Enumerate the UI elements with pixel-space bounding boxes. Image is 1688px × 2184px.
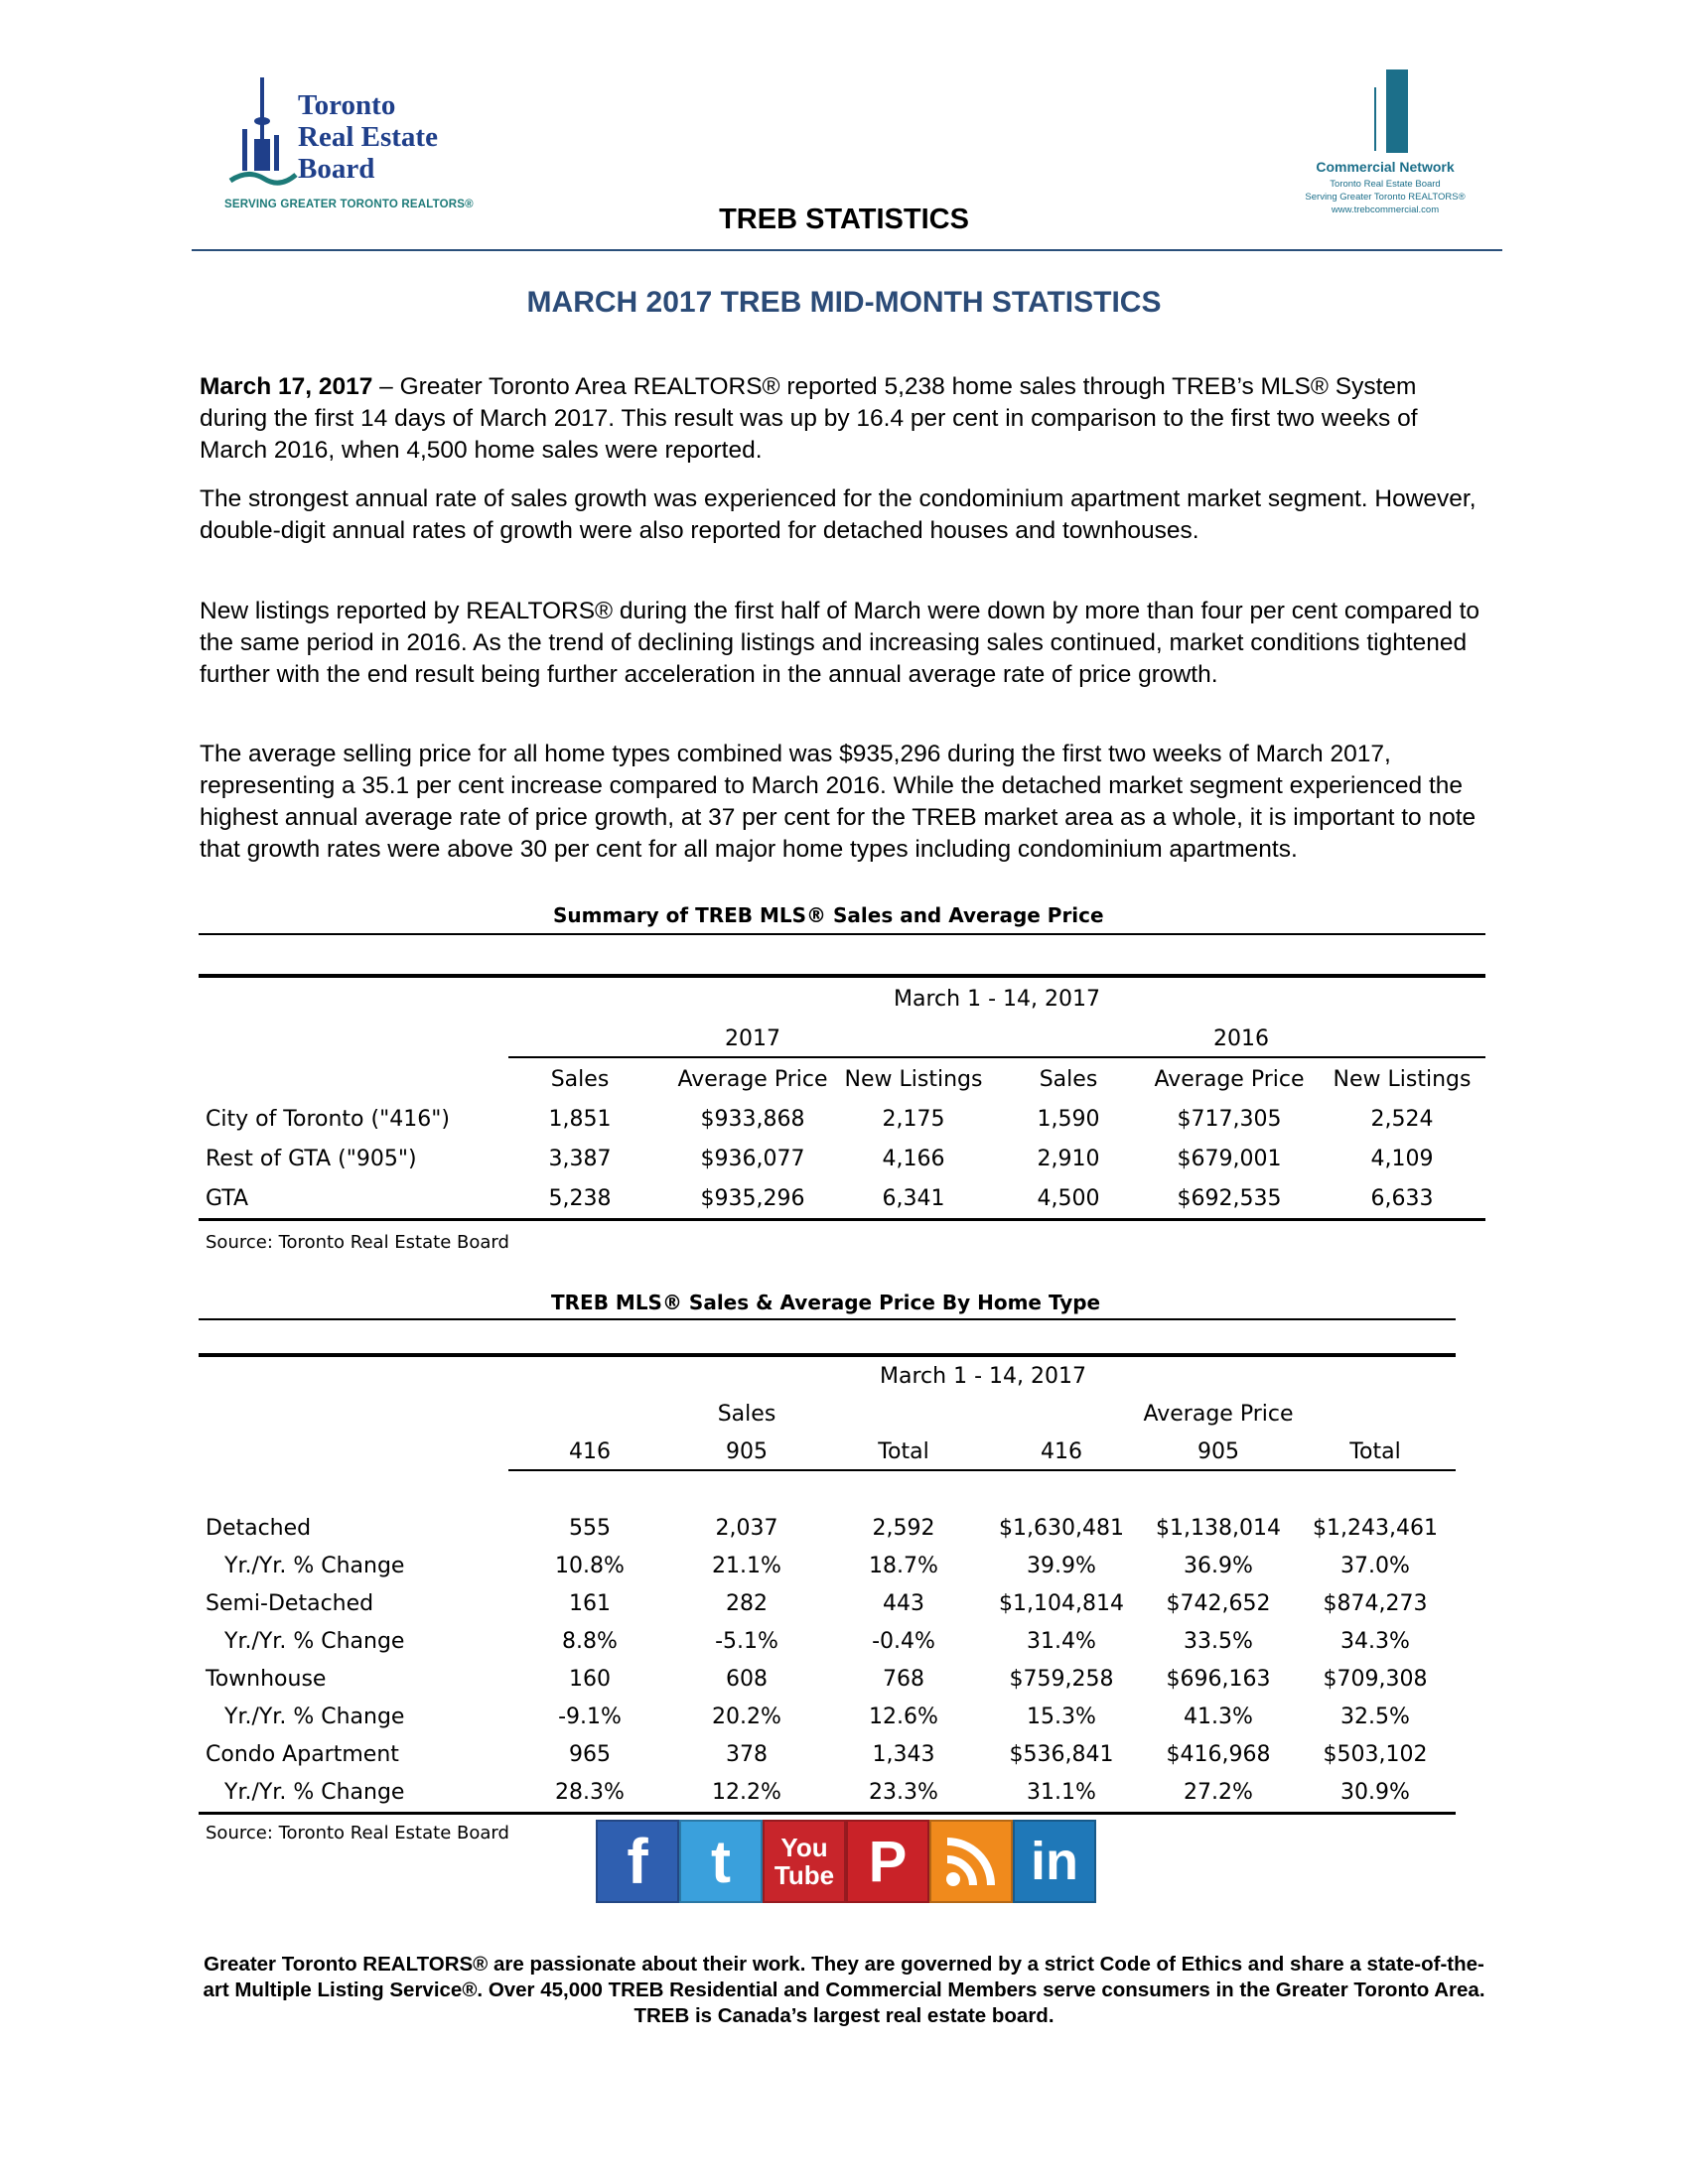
hometype-cell: 768: [883, 1667, 924, 1692]
treb-logo-line3: Board: [298, 153, 375, 185]
paragraph-1-text: – Greater Toronto Area REALTORS® reported 5,238 home sales through TREB’s MLS® System during the first 14 days of March 2017. This result was up by 16.4 per cent in comparison to the first two weeks of March 2016, when 4,500 home sales were reported.: [200, 373, 1418, 464]
hometype-cell: $1,104,814: [999, 1591, 1124, 1616]
summary-cell: 5,238: [548, 1186, 612, 1211]
hometype-cell: -9.1%: [558, 1705, 622, 1729]
hometype-cell: 39.9%: [1027, 1554, 1096, 1578]
hometype-cell: $759,258: [1009, 1667, 1114, 1692]
summary-cell: $717,305: [1177, 1107, 1282, 1132]
hometype-cell: 34.3%: [1340, 1629, 1410, 1654]
hometype-cell: $536,841: [1009, 1742, 1114, 1767]
hometype-cell: $416,968: [1166, 1742, 1271, 1767]
summary-col-header: New Listings: [844, 1067, 983, 1092]
hometype-cell: 20.2%: [712, 1705, 781, 1729]
summary-row-label: City of Toronto ("416"): [206, 1107, 450, 1132]
hometype-cell: 36.9%: [1184, 1554, 1253, 1578]
hometype-cell: $1,243,461: [1313, 1516, 1438, 1541]
summary-period: March 1 - 14, 2017: [894, 987, 1100, 1012]
pinterest-icon[interactable]: P: [846, 1820, 929, 1903]
rss-icon[interactable]: [929, 1820, 1013, 1903]
hometype-cell: $696,163: [1166, 1667, 1271, 1692]
summary-cell: 1,851: [548, 1107, 612, 1132]
treb-logo-name: [298, 89, 438, 185]
summary-cell: 2,910: [1037, 1147, 1100, 1171]
twitter-icon[interactable]: t: [679, 1820, 763, 1903]
hometype-cell: $1,630,481: [999, 1516, 1124, 1541]
cn-logo-line2: Serving Greater Toronto REALTORS®: [1305, 192, 1466, 203]
summary-cell: 4,500: [1037, 1186, 1100, 1211]
hometype-cell: 28.3%: [555, 1780, 625, 1805]
summary-table-caption: Summary of TREB MLS® Sales and Average Price: [553, 903, 1104, 927]
summary-year-2017: 2017: [725, 1026, 780, 1051]
hometype-group-sales: Sales: [717, 1402, 776, 1427]
summary-table-rule-top: [199, 933, 1485, 935]
hometype-cell: 33.5%: [1184, 1629, 1253, 1654]
hometype-cell: 12.2%: [712, 1780, 781, 1805]
summary-col-header: Average Price: [677, 1067, 828, 1092]
hometype-cell: 27.2%: [1184, 1780, 1253, 1805]
hometype-cell: 282: [726, 1591, 768, 1616]
hometype-table-rule-header: [199, 1353, 1456, 1357]
hometype-cell: 31.4%: [1027, 1629, 1096, 1654]
hometype-cell: 160: [569, 1667, 611, 1692]
facebook-icon[interactable]: f: [596, 1820, 679, 1903]
summary-cell: 6,341: [882, 1186, 945, 1211]
hometype-cell: 1,343: [872, 1742, 935, 1767]
summary-cell: $692,535: [1177, 1186, 1282, 1211]
hometype-row-label: Yr./Yr. % Change: [224, 1554, 405, 1578]
hometype-table-rule-top: [199, 1318, 1456, 1320]
summary-row-label: GTA: [206, 1186, 249, 1211]
hometype-cell: 30.9%: [1340, 1780, 1410, 1805]
summary-col-header: Sales: [1039, 1067, 1098, 1092]
summary-cell: 4,109: [1370, 1147, 1434, 1171]
hometype-col-header: Total: [878, 1439, 929, 1464]
hometype-row-label: Townhouse: [206, 1667, 327, 1692]
hometype-row-label: Yr./Yr. % Change: [224, 1780, 405, 1805]
hometype-cell: 8.8%: [562, 1629, 618, 1654]
hometype-cell: 18.7%: [869, 1554, 938, 1578]
hometype-cell: 41.3%: [1184, 1705, 1253, 1729]
hometype-cell: 37.0%: [1340, 1554, 1410, 1578]
cn-logo-line1: Toronto Real Estate Board: [1330, 179, 1441, 190]
hometype-col-header: 905: [1197, 1439, 1239, 1464]
summary-table-rule-header: [199, 974, 1485, 978]
summary-col-header: Sales: [550, 1067, 610, 1092]
cn-tower-icon: [228, 77, 298, 187]
summary-col-header: New Listings: [1333, 1067, 1472, 1092]
summary-cell: 1,590: [1037, 1107, 1100, 1132]
paragraph-4: The average selling price for all home types combined was $935,296 during the first two weeks of March 2017, representing a 35.1 per cent increase compared to March 2016. While the detached market segment experienced the highest annual average rate of price growth, at 37 per cent for the TREB market area as a whole, it is important to note that growth rates were above 30 per cent for all major home types including condominium apartments.: [200, 741, 1477, 863]
hometype-cell: 31.1%: [1027, 1780, 1096, 1805]
summary-row-label: Rest of GTA ("905"): [206, 1147, 417, 1171]
summary-col-header: Average Price: [1154, 1067, 1305, 1092]
hometype-cell: -5.1%: [715, 1629, 778, 1654]
cn-logo-url: www.trebcommercial.com: [1331, 205, 1440, 215]
hometype-cell: -0.4%: [872, 1629, 935, 1654]
summary-cell: $679,001: [1177, 1147, 1282, 1171]
hometype-cell: 2,037: [715, 1516, 778, 1541]
hometype-row-label: Yr./Yr. % Change: [224, 1629, 405, 1654]
summary-cell: 6,633: [1370, 1186, 1434, 1211]
hometype-cell: 161: [569, 1591, 611, 1616]
summary-table-rule-bottom: [199, 1218, 1485, 1221]
hometype-table-rule-bottom: [199, 1812, 1456, 1815]
hometype-cell: $503,102: [1323, 1742, 1428, 1767]
summary-table-source: Source: Toronto Real Estate Board: [206, 1232, 509, 1253]
hometype-col-header: 416: [1041, 1439, 1082, 1464]
hometype-cell: 12.6%: [869, 1705, 938, 1729]
hometype-group-avg-price: Average Price: [1143, 1402, 1294, 1427]
hometype-cell: 21.1%: [712, 1554, 781, 1578]
hometype-cell: 15.3%: [1027, 1705, 1096, 1729]
building-icon: [1368, 69, 1418, 153]
summary-year-2016: 2016: [1213, 1026, 1269, 1051]
header-divider: [192, 249, 1502, 251]
social-media-bar: [596, 1820, 1096, 1903]
summary-cell: 4,166: [882, 1147, 945, 1171]
hometype-cell: 23.3%: [869, 1780, 938, 1805]
page-heading: TREB STATISTICS: [719, 204, 969, 235]
hometype-period: March 1 - 14, 2017: [880, 1364, 1086, 1389]
hometype-row-label: Semi-Detached: [206, 1591, 374, 1616]
hometype-cell: $709,308: [1323, 1667, 1428, 1692]
summary-cell: 3,387: [548, 1147, 612, 1171]
hometype-cell: 2,592: [872, 1516, 935, 1541]
summary-cell: $935,296: [700, 1186, 805, 1211]
hometype-cell: 378: [726, 1742, 768, 1767]
hometype-cell: $874,273: [1323, 1591, 1428, 1616]
paragraph-1: [200, 371, 1490, 467]
paragraph-2: The strongest annual rate of sales growth was experienced for the condominium apartment market segment. However, double-digit annual rates of growth were also reported for detached houses and townhouses.: [200, 485, 1477, 544]
hometype-table-rule-cols: [508, 1469, 1456, 1471]
hometype-col-header: Total: [1349, 1439, 1401, 1464]
hometype-cell: 608: [726, 1667, 768, 1692]
summary-cell: 2,175: [882, 1107, 945, 1132]
treb-logo: [220, 77, 474, 216]
rss-glyph: [941, 1832, 1001, 1891]
youtube-icon[interactable]: You Tube: [763, 1820, 846, 1903]
release-date: March 17, 2017: [200, 373, 373, 400]
hometype-cell: 443: [883, 1591, 924, 1616]
hometype-col-header: 416: [569, 1439, 611, 1464]
hometype-row-label: Condo Apartment: [206, 1742, 399, 1767]
hometype-cell: 555: [569, 1516, 611, 1541]
treb-logo-tagline: SERVING GREATER TORONTO REALTORS®: [224, 199, 474, 210]
treb-logo-line1: Toronto: [298, 89, 396, 121]
summary-table-rule-years: [508, 1056, 1485, 1058]
summary-cell: 2,524: [1370, 1107, 1434, 1132]
treb-logo-line2: Real Estate: [298, 121, 438, 153]
footer-text: Greater Toronto REALTORS® are passionate about their work. They are governed by a strict Code of Ethics and share a state-of-the-art Multiple Listing Service®. Over 45,000 TREB Residential and Commercial Members serve consumers in the Greater Toronto Area. TREB is Canada’s largest real estate board.: [203, 1953, 1485, 2027]
page-title: MARCH 2017 TREB MID-MONTH STATISTICS: [526, 286, 1162, 319]
hometype-cell: 10.8%: [555, 1554, 625, 1578]
hometype-row-label: Yr./Yr. % Change: [224, 1705, 405, 1729]
hometype-table-source: Source: Toronto Real Estate Board: [206, 1823, 509, 1843]
hometype-cell: 32.5%: [1340, 1705, 1410, 1729]
paragraph-3: New listings reported by REALTORS® during the first half of March were down by more than four per cent compared to the same period in 2016. As the trend of declining listings and increasing sales continued, market conditions tightened further with the end result being further acceleration in the annual average rate of price growth.: [200, 598, 1480, 688]
hometype-row-label: Detached: [206, 1516, 312, 1541]
summary-cell: $933,868: [700, 1107, 805, 1132]
hometype-table-caption: TREB MLS® Sales & Average Price By Home Type: [551, 1291, 1101, 1314]
hometype-col-header: 905: [726, 1439, 768, 1464]
hometype-cell: $742,652: [1166, 1591, 1271, 1616]
summary-cell: $936,077: [700, 1147, 805, 1171]
hometype-cell: $1,138,014: [1156, 1516, 1281, 1541]
hometype-cell: 965: [569, 1742, 611, 1767]
linkedin-icon[interactable]: in: [1013, 1820, 1096, 1903]
cn-logo-title: Commercial Network: [1316, 159, 1455, 175]
